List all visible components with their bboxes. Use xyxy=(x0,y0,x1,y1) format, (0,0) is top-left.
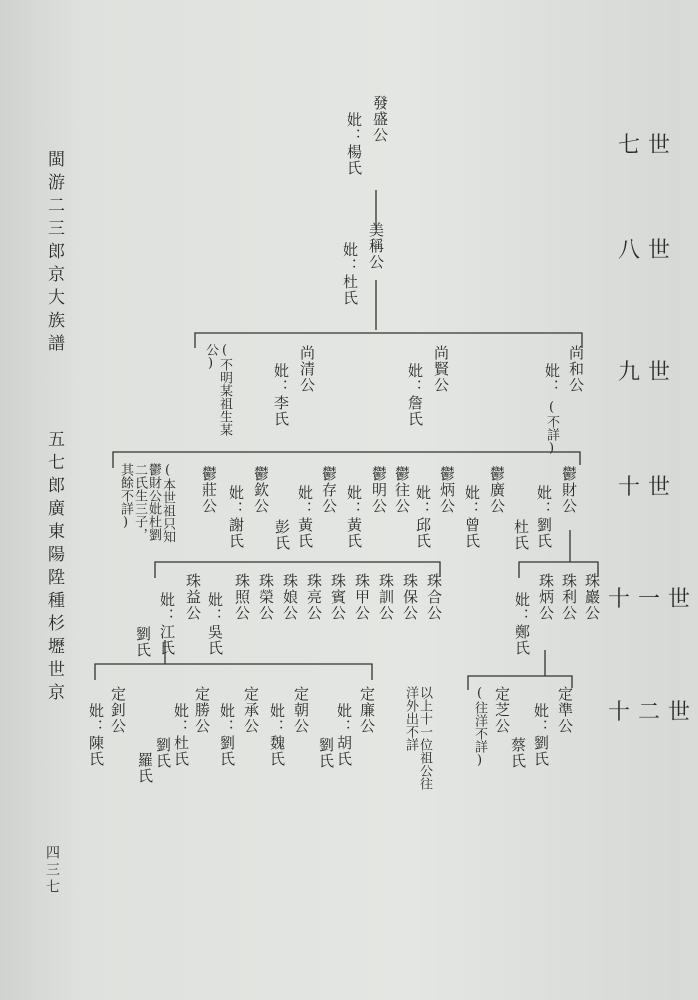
ancestor-note: 以上十一位祖公往洋外出不詳 xyxy=(403,686,432,790)
ancestor-wife: 妣：謝氏 xyxy=(227,485,245,549)
ancestor-wife: 劉氏 xyxy=(134,626,152,658)
ancestor-wife: 妣：劉氏 xyxy=(218,703,236,767)
ancestor-wife: 妣：江氏 xyxy=(158,592,176,656)
ancestor-wife: 妣：吳氏 xyxy=(206,592,224,656)
ancestor-name: 鬱存公 xyxy=(320,466,338,514)
ancestor-name: 美稱公 xyxy=(367,222,385,270)
ancestor-name: 尚和公 xyxy=(567,345,585,393)
ancestor-name: 定準公 xyxy=(556,686,574,734)
ancestor-name: 定勝公 xyxy=(193,686,211,734)
ancestor-wife: 妣：李氏 xyxy=(272,363,290,427)
generation-label: 八世 xyxy=(618,238,679,263)
ancestor-wife: 劉氏 xyxy=(317,737,335,769)
ancestor-wife: 妣：陳氏 xyxy=(87,703,105,767)
page-number: 四三七 xyxy=(44,845,60,896)
ancestor-name: 珠訓公 xyxy=(377,573,395,621)
branch-title: 五七郎廣東陽陞種杉壢世京 xyxy=(44,430,64,706)
ancestor-wife: 妣：杜氏 xyxy=(341,242,359,306)
ancestor-name: 珠利公 xyxy=(560,573,578,621)
ancestor-wife: 妣：胡氏 xyxy=(335,703,353,767)
ancestor-name: 珠娘公 xyxy=(281,573,299,621)
ancestor-wife: 妣：杜氏 xyxy=(172,703,190,767)
ancestor-name: 珠益公 xyxy=(184,573,202,621)
ancestor-name: 珠保公 xyxy=(401,573,419,621)
ancestor-name: 珠甲公 xyxy=(353,573,371,621)
ancestor-wife: 杜氏 xyxy=(512,519,530,551)
ancestor-name: 珠合公 xyxy=(425,573,443,621)
generation-label: 十二世 xyxy=(608,700,698,725)
ancestor-name: 發盛公 xyxy=(371,95,389,143)
ancestor-wife: 蔡氏 xyxy=(509,737,527,769)
ancestor-name: 鬱財公 xyxy=(560,466,578,514)
ancestor-wife: 妣：詹氏 xyxy=(406,363,424,427)
ancestor-wife: 妣：鄭氏 xyxy=(513,592,531,656)
book-title: 閩游二三郎京大族譜 xyxy=(44,150,64,357)
ancestor-name: 珠照公 xyxy=(233,573,251,621)
ancestor-wife: 妣：劉氏 xyxy=(535,485,553,549)
ancestor-wife: 妣：邱氏 xyxy=(414,485,432,549)
ancestor-wife: 妣：曾氏 xyxy=(463,485,481,549)
ancestor-name: 尚賢公 xyxy=(432,345,450,393)
ancestor-name: 定承公 xyxy=(242,686,260,734)
ancestor-name: 尚清公 xyxy=(298,345,316,393)
ancestor-name: 鬱廣公 xyxy=(488,466,506,514)
ancestor-wife: 妣：魏氏 xyxy=(268,703,286,767)
ancestor-wife: 妣：楊氏 xyxy=(345,112,363,176)
ancestor-name: 鬱莊公 xyxy=(200,466,218,514)
ancestor-wife: 彭氏 xyxy=(273,519,291,551)
ancestor-note: (本世祖只知鬱財公妣杜劉二氏生三子，其餘不詳) xyxy=(118,463,175,543)
ancestor-wife: 妣：劉氏 xyxy=(532,703,550,767)
ancestor-note: (不詳) xyxy=(544,400,559,456)
ancestor-note: (往洋不詳) xyxy=(472,686,487,768)
generation-label: 九世 xyxy=(618,360,679,385)
ancestor-wife: 妣：黃氏 xyxy=(296,485,314,549)
ancestor-wife: 劉氏 xyxy=(154,737,172,769)
ancestor-name: 珠賓公 xyxy=(329,573,347,621)
ancestor-name: 珠炳公 xyxy=(537,573,555,621)
ancestor-wife: 妣：黃氏 xyxy=(345,485,363,549)
ancestor-name: 珠巖公 xyxy=(583,573,601,621)
ancestor-wife: 妣： xyxy=(543,363,561,395)
ancestor-name: 珠榮公 xyxy=(257,573,275,621)
ancestor-name: 鬱往公 xyxy=(393,466,411,514)
ancestor-wife: 羅氏 xyxy=(136,752,154,784)
ancestor-name: 定芝公 xyxy=(493,686,511,734)
generation-label: 十世 xyxy=(618,475,679,500)
ancestor-note: (不明某祖生某公) xyxy=(203,343,232,436)
ancestor-name: 鬱欽公 xyxy=(252,466,270,514)
ancestor-name: 珠亮公 xyxy=(305,573,323,621)
generation-label: 七世 xyxy=(618,133,679,158)
ancestor-name: 定廉公 xyxy=(358,686,376,734)
ancestor-name: 鬱炳公 xyxy=(438,466,456,514)
ancestor-name: 定朝公 xyxy=(292,686,310,734)
generation-label: 十一世 xyxy=(608,587,698,612)
ancestor-name: 定釗公 xyxy=(109,686,127,734)
ancestor-name: 鬱明公 xyxy=(370,466,388,514)
